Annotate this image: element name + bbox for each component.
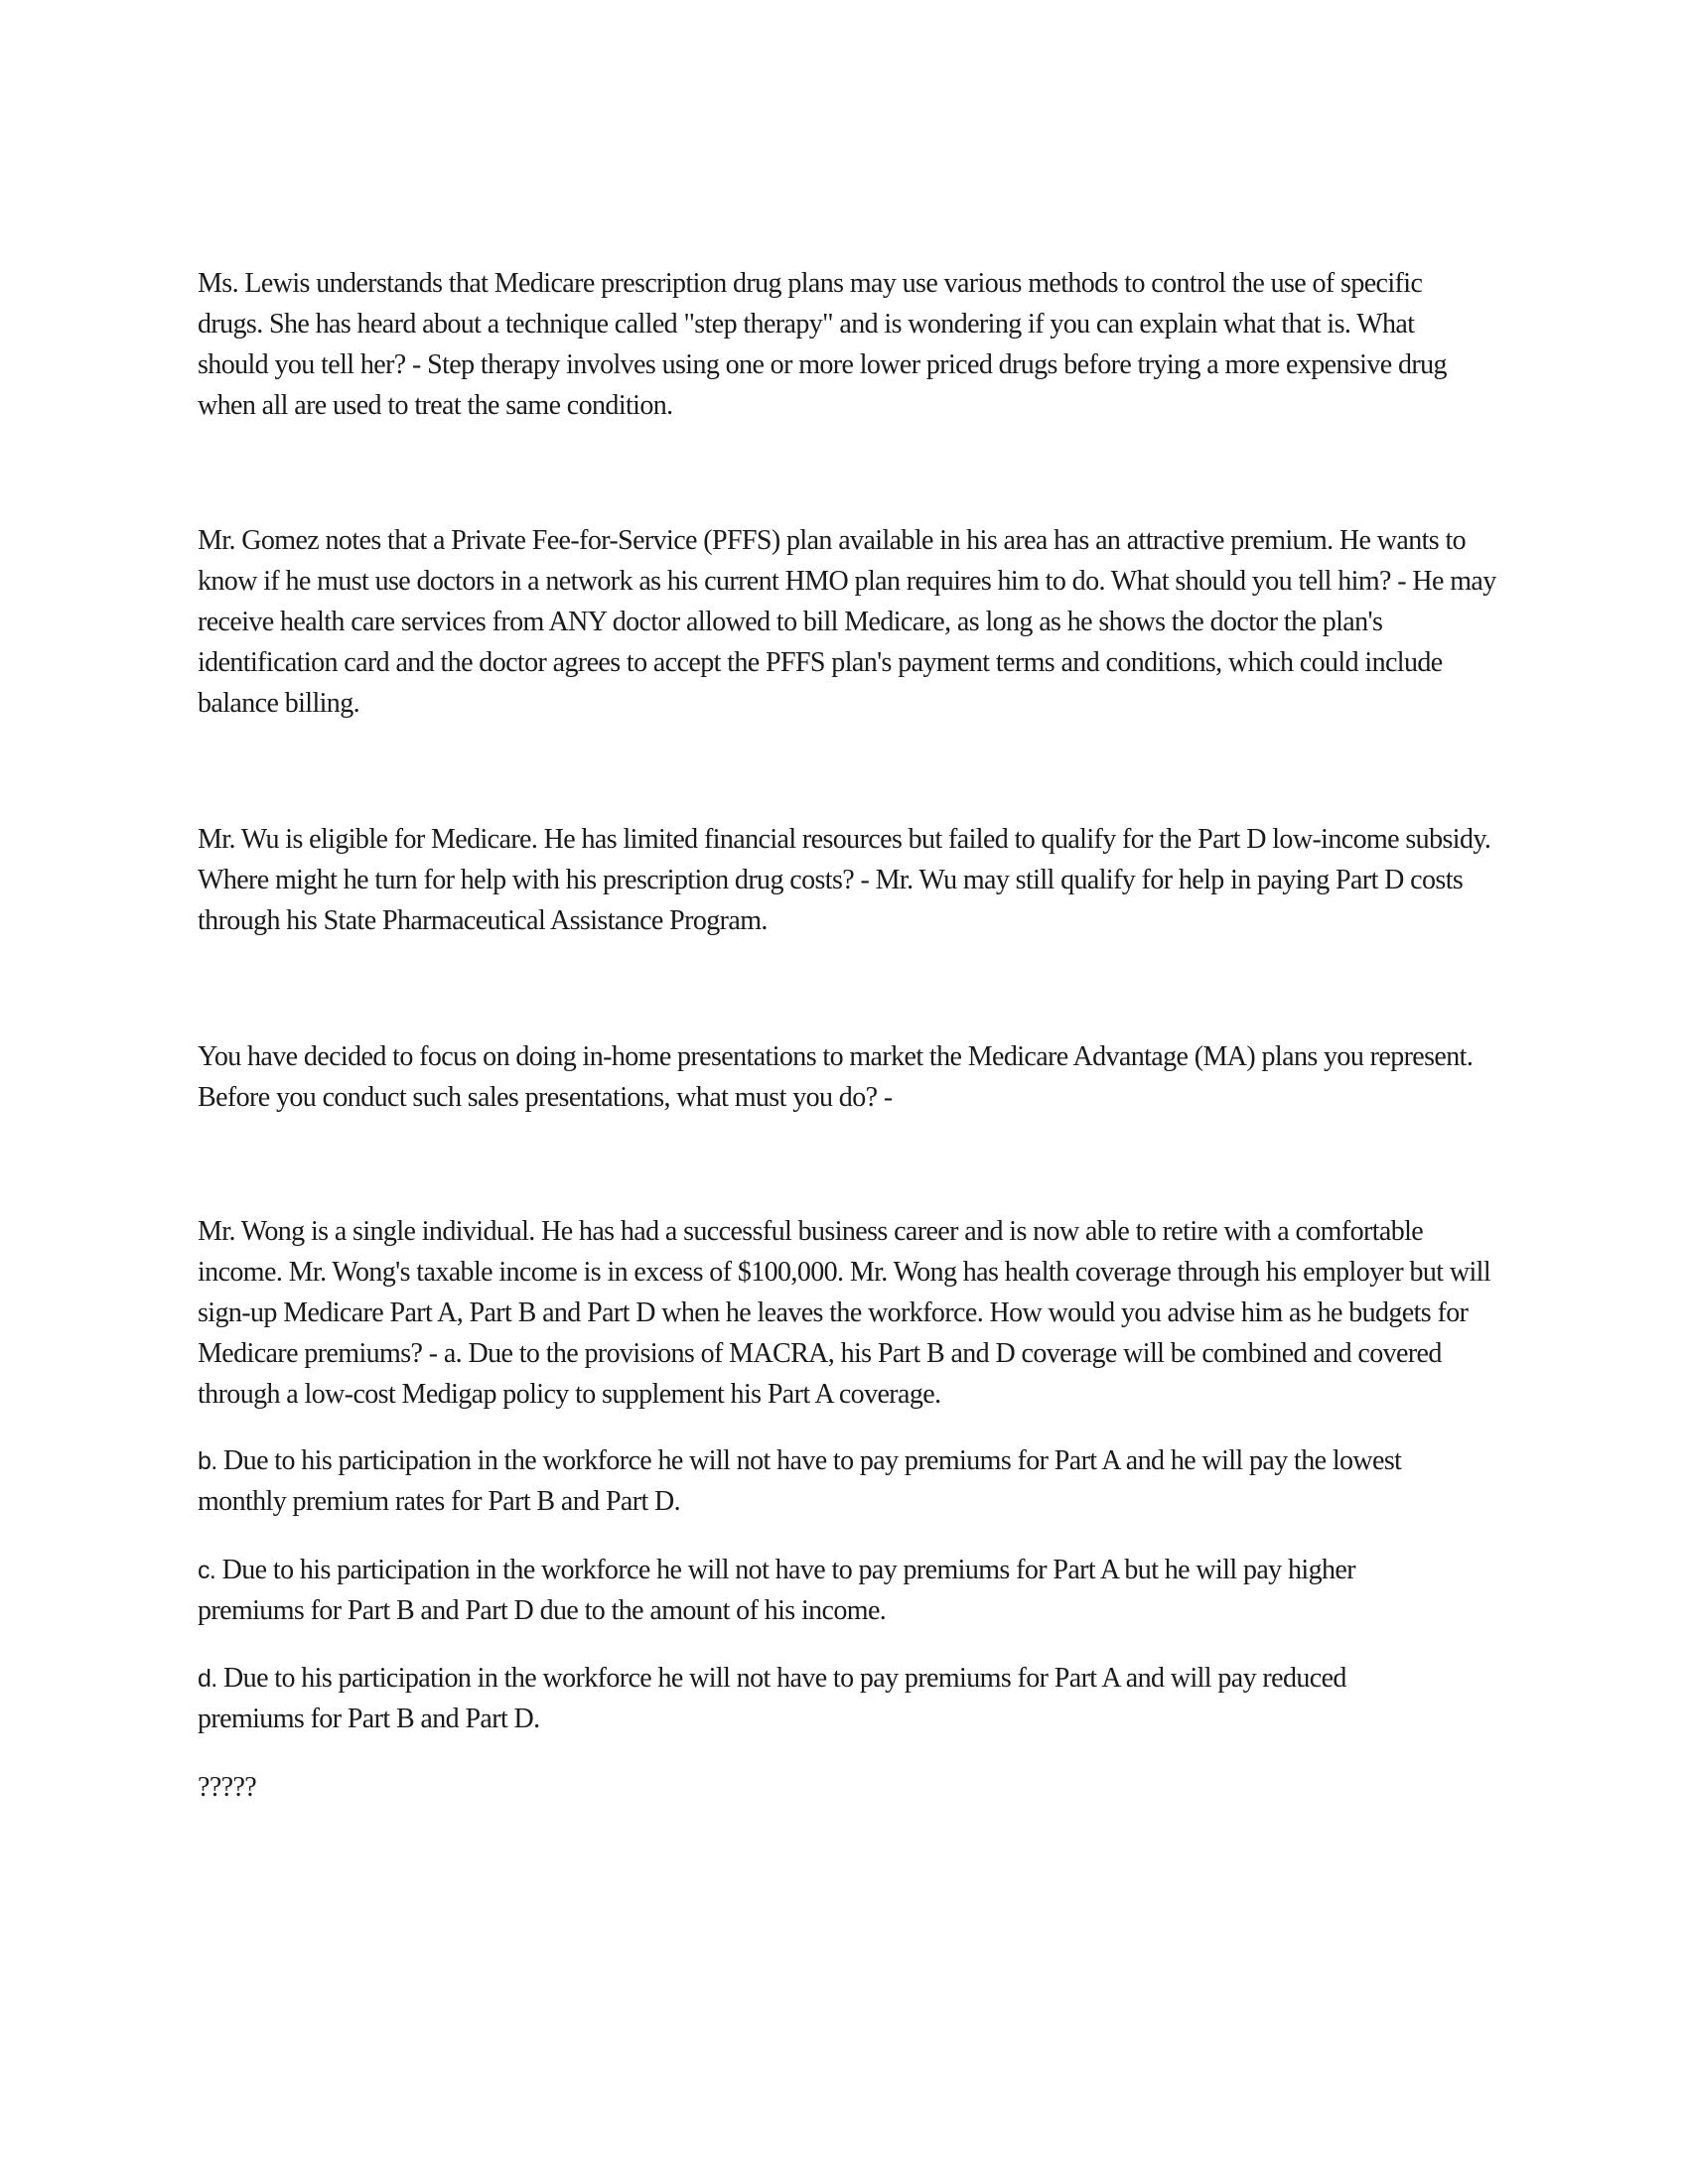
question-wong: [198, 1211, 1490, 1415]
text-line: You have decided to focus on doing in-home presentations to market the Medicare Advantage (MA) plans you represent.: [198, 1041, 1474, 1072]
text-line: through a low-cost Medigap policy to supplement his Part A coverage.: [198, 1379, 941, 1410]
text-line: through his State Pharmaceutical Assistance Program.: [198, 905, 768, 936]
text-line: monthly premium rates for Part B and Part D.: [198, 1486, 681, 1517]
question-step-therapy: [198, 263, 1447, 426]
option-label: c.: [198, 1557, 216, 1584]
text-line: Before you conduct such sales presentations, what must you do? -: [198, 1082, 893, 1113]
text-line: know if he must use doctors in a network as his current HMO plan requires him to do. What should you tell him? - He may: [198, 566, 1496, 597]
text-line: Mr. Gomez notes that a Private Fee-for-Service (PFFS) plan available in his area has an attractive premium. He wants to: [198, 525, 1467, 556]
option-d: [198, 1658, 1346, 1739]
trailer-text: [198, 1767, 256, 1808]
text-line: when all are used to treat the same condition.: [198, 390, 673, 421]
text-line: premiums for Part B and Part D.: [198, 1704, 540, 1734]
question-pffs: [198, 520, 1496, 724]
option-b: [198, 1440, 1401, 1522]
text-line: Medicare premiums? - a. Due to the provisions of MACRA, his Part B and D coverage will be combined and covered: [198, 1338, 1442, 1369]
text-line: identification card and the doctor agrees to accept the PFFS plan's payment terms and conditions, which could include: [198, 647, 1443, 678]
text-line: Where might he turn for help with his prescription drug costs? - Mr. Wu may still qualify for help in paying Part D costs: [198, 865, 1464, 895]
option-c: [198, 1550, 1355, 1631]
text-line: premiums for Part B and Part D due to the amount of his income.: [198, 1595, 887, 1626]
text-line: receive health care services from ANY doctor allowed to bill Medicare, as long as he shows the doctor the plan's: [198, 607, 1383, 637]
text-line: ?????: [198, 1772, 257, 1803]
text-line: balance billing.: [198, 688, 360, 719]
question-in-home-presentations: [198, 1036, 1473, 1118]
text-line: Mr. Wu is eligible for Medicare. He has limited financial resources but failed to qualify for the Part D low-income subsidy.: [198, 824, 1491, 855]
text-line: should you tell her? - Step therapy involves using one or more lower priced drugs before trying a more expensive drug: [198, 349, 1447, 380]
text-line: Ms. Lewis understands that Medicare prescription drug plans may use various methods to control the use of specific: [198, 268, 1423, 299]
question-wu: [198, 819, 1490, 941]
option-label: b.: [198, 1447, 217, 1475]
text-line: Due to his participation in the workforce he will not have to pay premiums for Part A and will pay reduced: [216, 1663, 1346, 1694]
text-line: Mr. Wong is a single individual. He has had a successful business career and is now able to retire with a comfortable: [198, 1216, 1424, 1247]
option-label: d.: [198, 1665, 217, 1693]
text-line: Due to his participation in the workforce he will not have to pay premiums for Part A and he will pay the lowest: [216, 1445, 1402, 1476]
text-line: Due to his participation in the workforce he will not have to pay premiums for Part A but he will pay higher: [215, 1555, 1355, 1585]
text-line: drugs. She has heard about a technique called "step therapy" and is wondering if you can explain what that is. What: [198, 309, 1415, 340]
text-line: income. Mr. Wong's taxable income is in excess of $100,000. Mr. Wong has health coverage through his employer but will: [198, 1257, 1491, 1288]
text-line: sign-up Medicare Part A, Part B and Part D when he leaves the workforce. How would you advise him as he budgets for: [198, 1297, 1469, 1328]
